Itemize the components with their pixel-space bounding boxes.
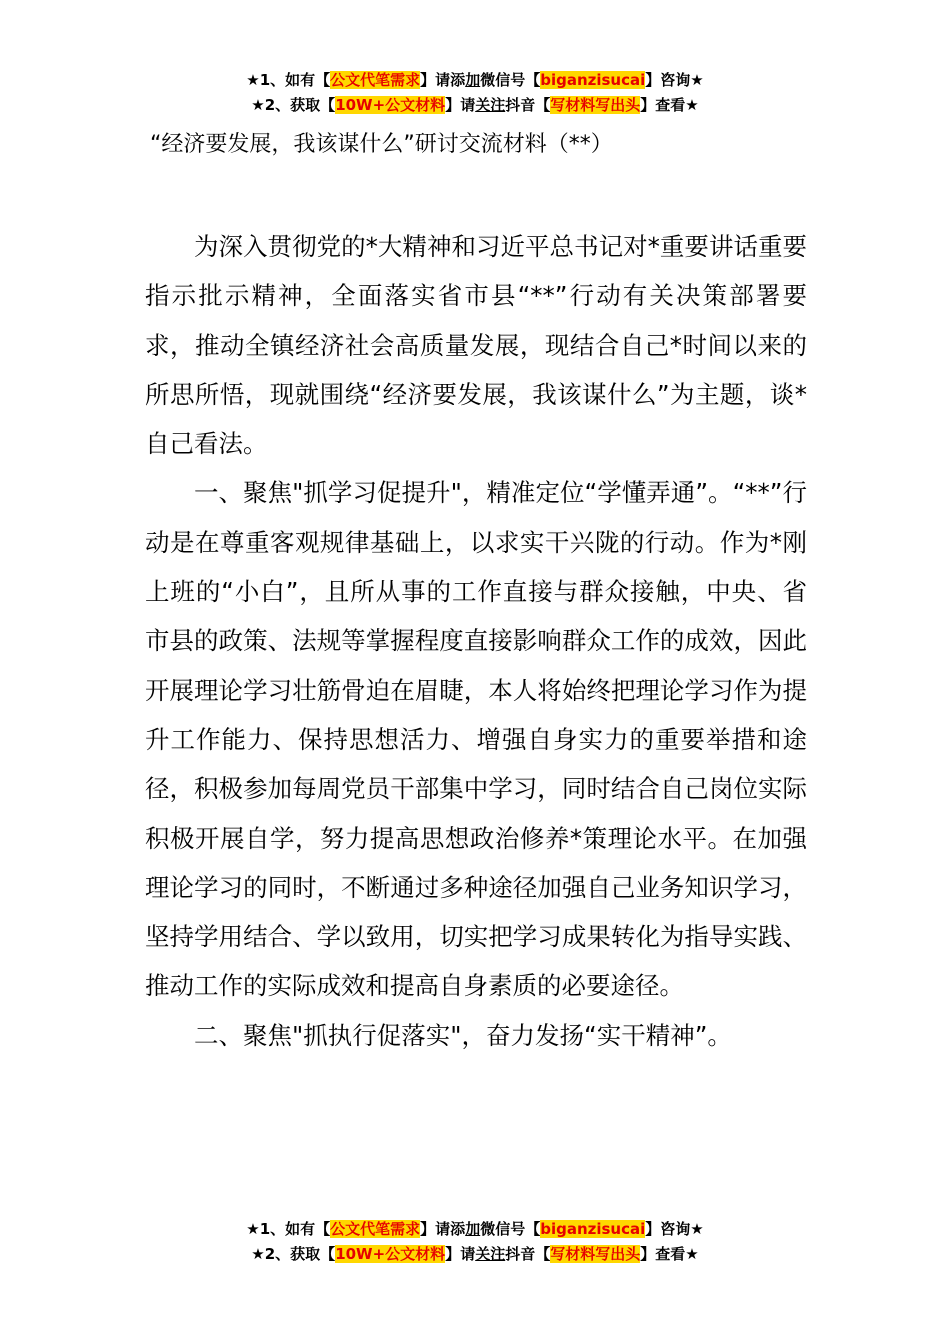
banner-text: 】查看★ xyxy=(640,1245,699,1263)
banner-text: 】请添 xyxy=(420,71,466,89)
banner-highlight-douyin: 写材料写出头 xyxy=(550,96,641,114)
banner-highlight: 公文代笔需求 xyxy=(330,71,421,89)
banner-text: 微信号【 xyxy=(480,1220,541,1238)
banner-text: ★2、获取【 xyxy=(251,96,336,114)
banner-text: 抖音【 xyxy=(505,1245,551,1263)
banner-text: 抖音【 xyxy=(505,96,551,114)
banner-text: 】请添 xyxy=(420,1220,466,1238)
banner-underline: 关注 xyxy=(475,96,506,114)
document-body xyxy=(145,222,807,1060)
banner-underline: 加 xyxy=(465,1220,481,1238)
paragraph-intro: 为深入贯彻党的*大精神和习近平总书记对*重要讲话重要指示批示精神，全面落实省市县“**”行动有关决策部署要求，推动全镇经济社会高质量发展，现结合自己*时间以来的所思所悟，现就围绕“经济要发展，我该谋什么”为主题，谈*自己看法。 xyxy=(145,232,807,459)
banner-line-1 xyxy=(0,1217,950,1242)
banner-underline: 关注 xyxy=(475,1245,506,1263)
banner-line-2 xyxy=(0,93,950,118)
banner-text: 】查看★ xyxy=(640,96,699,114)
banner-underline: 加 xyxy=(465,71,481,89)
banner-highlight-wechat-id: biganzisucai xyxy=(540,71,646,89)
header-banner xyxy=(0,68,950,118)
banner-text: 】请 xyxy=(445,1245,476,1263)
banner-text: 】请 xyxy=(445,96,476,114)
banner-text: ★1、如有【 xyxy=(246,1220,331,1238)
document-title: “经济要发展，我该谋什么”研讨交流材料（**） xyxy=(150,132,613,157)
banner-line-2 xyxy=(0,1242,950,1267)
banner-highlight: 10W+公文材料 xyxy=(335,1245,446,1263)
banner-highlight: 公文代笔需求 xyxy=(330,1220,421,1238)
paragraph-section-2: 二、聚焦"抓执行促落实"，奋力发扬“实干精神”。 xyxy=(194,1020,732,1050)
banner-highlight-wechat-id: biganzisucai xyxy=(540,1220,646,1238)
banner-text: 】咨询★ xyxy=(645,1220,704,1238)
banner-text: 微信号【 xyxy=(480,71,541,89)
paragraph-section-1: 一、聚焦"抓学习促提升"，精准定位“学懂弄通”。“**”行动是在尊重客观规律基础上，以求实干兴陇的行动。作为*刚上班的“小白”，且所从事的工作直接与群众接触，中央、省市县的政策、法规等掌握程度直接影响群众工作的成效，因此开展理论学习壮筋骨迫在眉睫，本人将始终把理论学习作为提升工作能力、保持思想活力、增强自身实力的重要举措和途径，积极参加每周党员干部集中学习，同时结合自己岗位实际积极开展自学，努力提高思想政治修养*策理论水平。在加强理论学习的同时，不断通过多种途径加强自己业务知识学习，坚持学用结合、学以致用，切实把学习成果转化为指导实践、推动工作的实际成效和提高自身素质的必要途径。 xyxy=(145,478,807,1001)
banner-text: ★1、如有【 xyxy=(246,71,331,89)
banner-highlight-douyin: 写材料写出头 xyxy=(550,1245,641,1263)
banner-text: ★2、获取【 xyxy=(251,1245,336,1263)
banner-line-1 xyxy=(0,68,950,93)
banner-highlight: 10W+公文材料 xyxy=(335,96,446,114)
banner-text: 】咨询★ xyxy=(645,71,704,89)
footer-banner xyxy=(0,1217,950,1267)
